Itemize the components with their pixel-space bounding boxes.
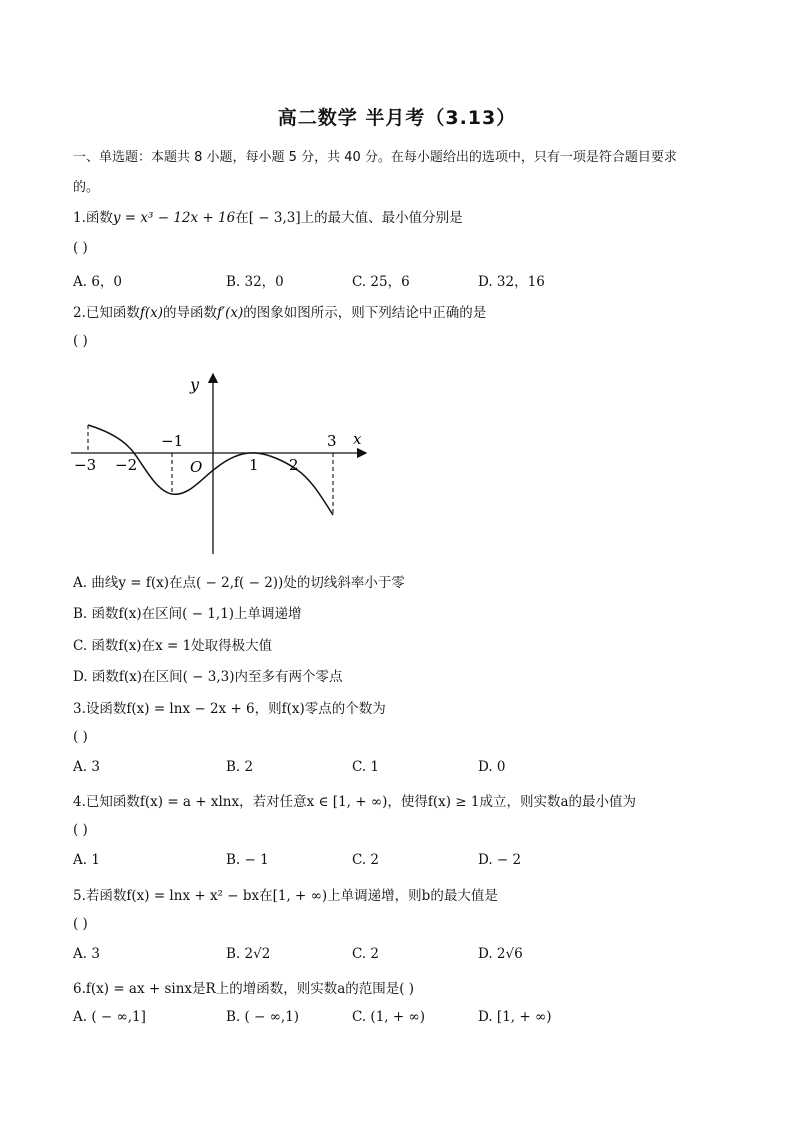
axis-label-x: x: [353, 430, 362, 448]
question-text: 的导函数: [163, 305, 218, 321]
formula: f(x): [139, 305, 164, 321]
question-text: 已知函数f(x) = a + xlnx，若对任意x ∈ [1, + ∞)，使得f(x) ≥ 1成立，则实数a的最小值为: [85, 794, 637, 810]
option-a: A. 3: [73, 759, 100, 775]
question-number: 4.: [73, 794, 86, 810]
question-text: 函数: [85, 210, 113, 226]
section-header-line1: 一、单选题：本题共 8 小题，每小题 5 分，共 40 分。在每小题给出的选项中，只有一项是符合题目要求: [73, 150, 677, 165]
question-number: 1.: [73, 210, 86, 226]
question-2: [73, 301, 486, 321]
option-c: C. (1, + ∞): [352, 1009, 425, 1025]
option-d: D. 函数f(x)在区间( − 3,3)内至多有两个零点: [73, 669, 343, 685]
option-a: A. 1: [73, 852, 100, 868]
tick-label: 3: [327, 432, 337, 450]
question-5: [73, 884, 498, 904]
question-1: [73, 206, 463, 226]
derivative-graph: [66, 366, 376, 561]
answer-paren: ( ): [73, 240, 88, 256]
option-a: A. 6，0: [73, 274, 123, 290]
option-a: A. 曲线y = f(x)在点( − 2,f( − 2))处的切线斜率小于零: [73, 575, 405, 591]
option-b: B. − 1: [226, 852, 269, 868]
option-b: B. 函数f(x)在区间( − 1,1)上单调递增: [73, 606, 302, 622]
question-text: 上的最大值、最小值分别是: [300, 210, 463, 226]
tick-label: −3: [74, 456, 97, 474]
question-number: 6.: [73, 981, 86, 997]
formula: f′(x): [217, 305, 244, 321]
question-number: 2.: [73, 305, 86, 321]
option-d: D. 0: [478, 759, 506, 775]
option-d: D. 2√6: [478, 946, 523, 962]
question-number: 5.: [73, 888, 86, 904]
question-3: [73, 697, 386, 717]
option-d: D. 32，16: [478, 274, 545, 290]
page-title: 高二数学 半月考（3.13）: [277, 107, 517, 129]
formula: y = x³ − 12x + 16: [112, 210, 236, 226]
tick-label: 2: [289, 456, 299, 474]
option-b: B. ( − ∞,1): [226, 1009, 300, 1025]
option-c: C. 25，6: [352, 274, 410, 290]
option-b: B. 2: [226, 759, 254, 775]
option-b: B. 2√2: [226, 946, 271, 962]
origin-label: O: [190, 458, 203, 476]
option-c: C. 2: [352, 946, 380, 962]
question-text: f(x) = ax + sinx是R上的增函数，则实数a的范围是( ): [85, 981, 415, 997]
option-c: C. 2: [352, 852, 380, 868]
question-text: 设函数f(x) = lnx − 2x + 6，则f(x)零点的个数为: [85, 701, 386, 717]
option-b: B. 32，0: [226, 274, 284, 290]
option-c: C. 函数f(x)在x = 1处取得极大值: [73, 638, 273, 654]
tick-label: −1: [161, 432, 184, 450]
question-4: [73, 790, 636, 810]
question-text: 已知函数: [85, 305, 140, 321]
question-text: 在: [235, 210, 249, 226]
question-6: [73, 977, 414, 997]
option-a: A. 3: [73, 946, 100, 962]
answer-paren: ( ): [73, 916, 88, 932]
answer-paren: ( ): [73, 822, 88, 838]
axis-label-y: y: [190, 375, 200, 394]
option-d: D. [1, + ∞): [478, 1009, 552, 1025]
option-c: C. 1: [352, 759, 380, 775]
tick-label: −2: [115, 456, 138, 474]
question-number: 3.: [73, 701, 86, 717]
question-text: 若函数f(x) = lnx + x² − bx在[1, + ∞)上单调递增，则b的最大值是: [85, 888, 498, 904]
option-a: A. ( − ∞,1]: [73, 1009, 146, 1025]
interval: [ − 3,3]: [248, 210, 301, 226]
section-header-line2: 的。: [73, 180, 100, 195]
tick-label: 1: [249, 456, 259, 474]
answer-paren: ( ): [73, 729, 88, 745]
answer-paren: ( ): [73, 333, 88, 349]
question-text: 的图象如图所示，则下列结论中正确的是: [243, 305, 487, 321]
option-d: D. − 2: [478, 852, 522, 868]
